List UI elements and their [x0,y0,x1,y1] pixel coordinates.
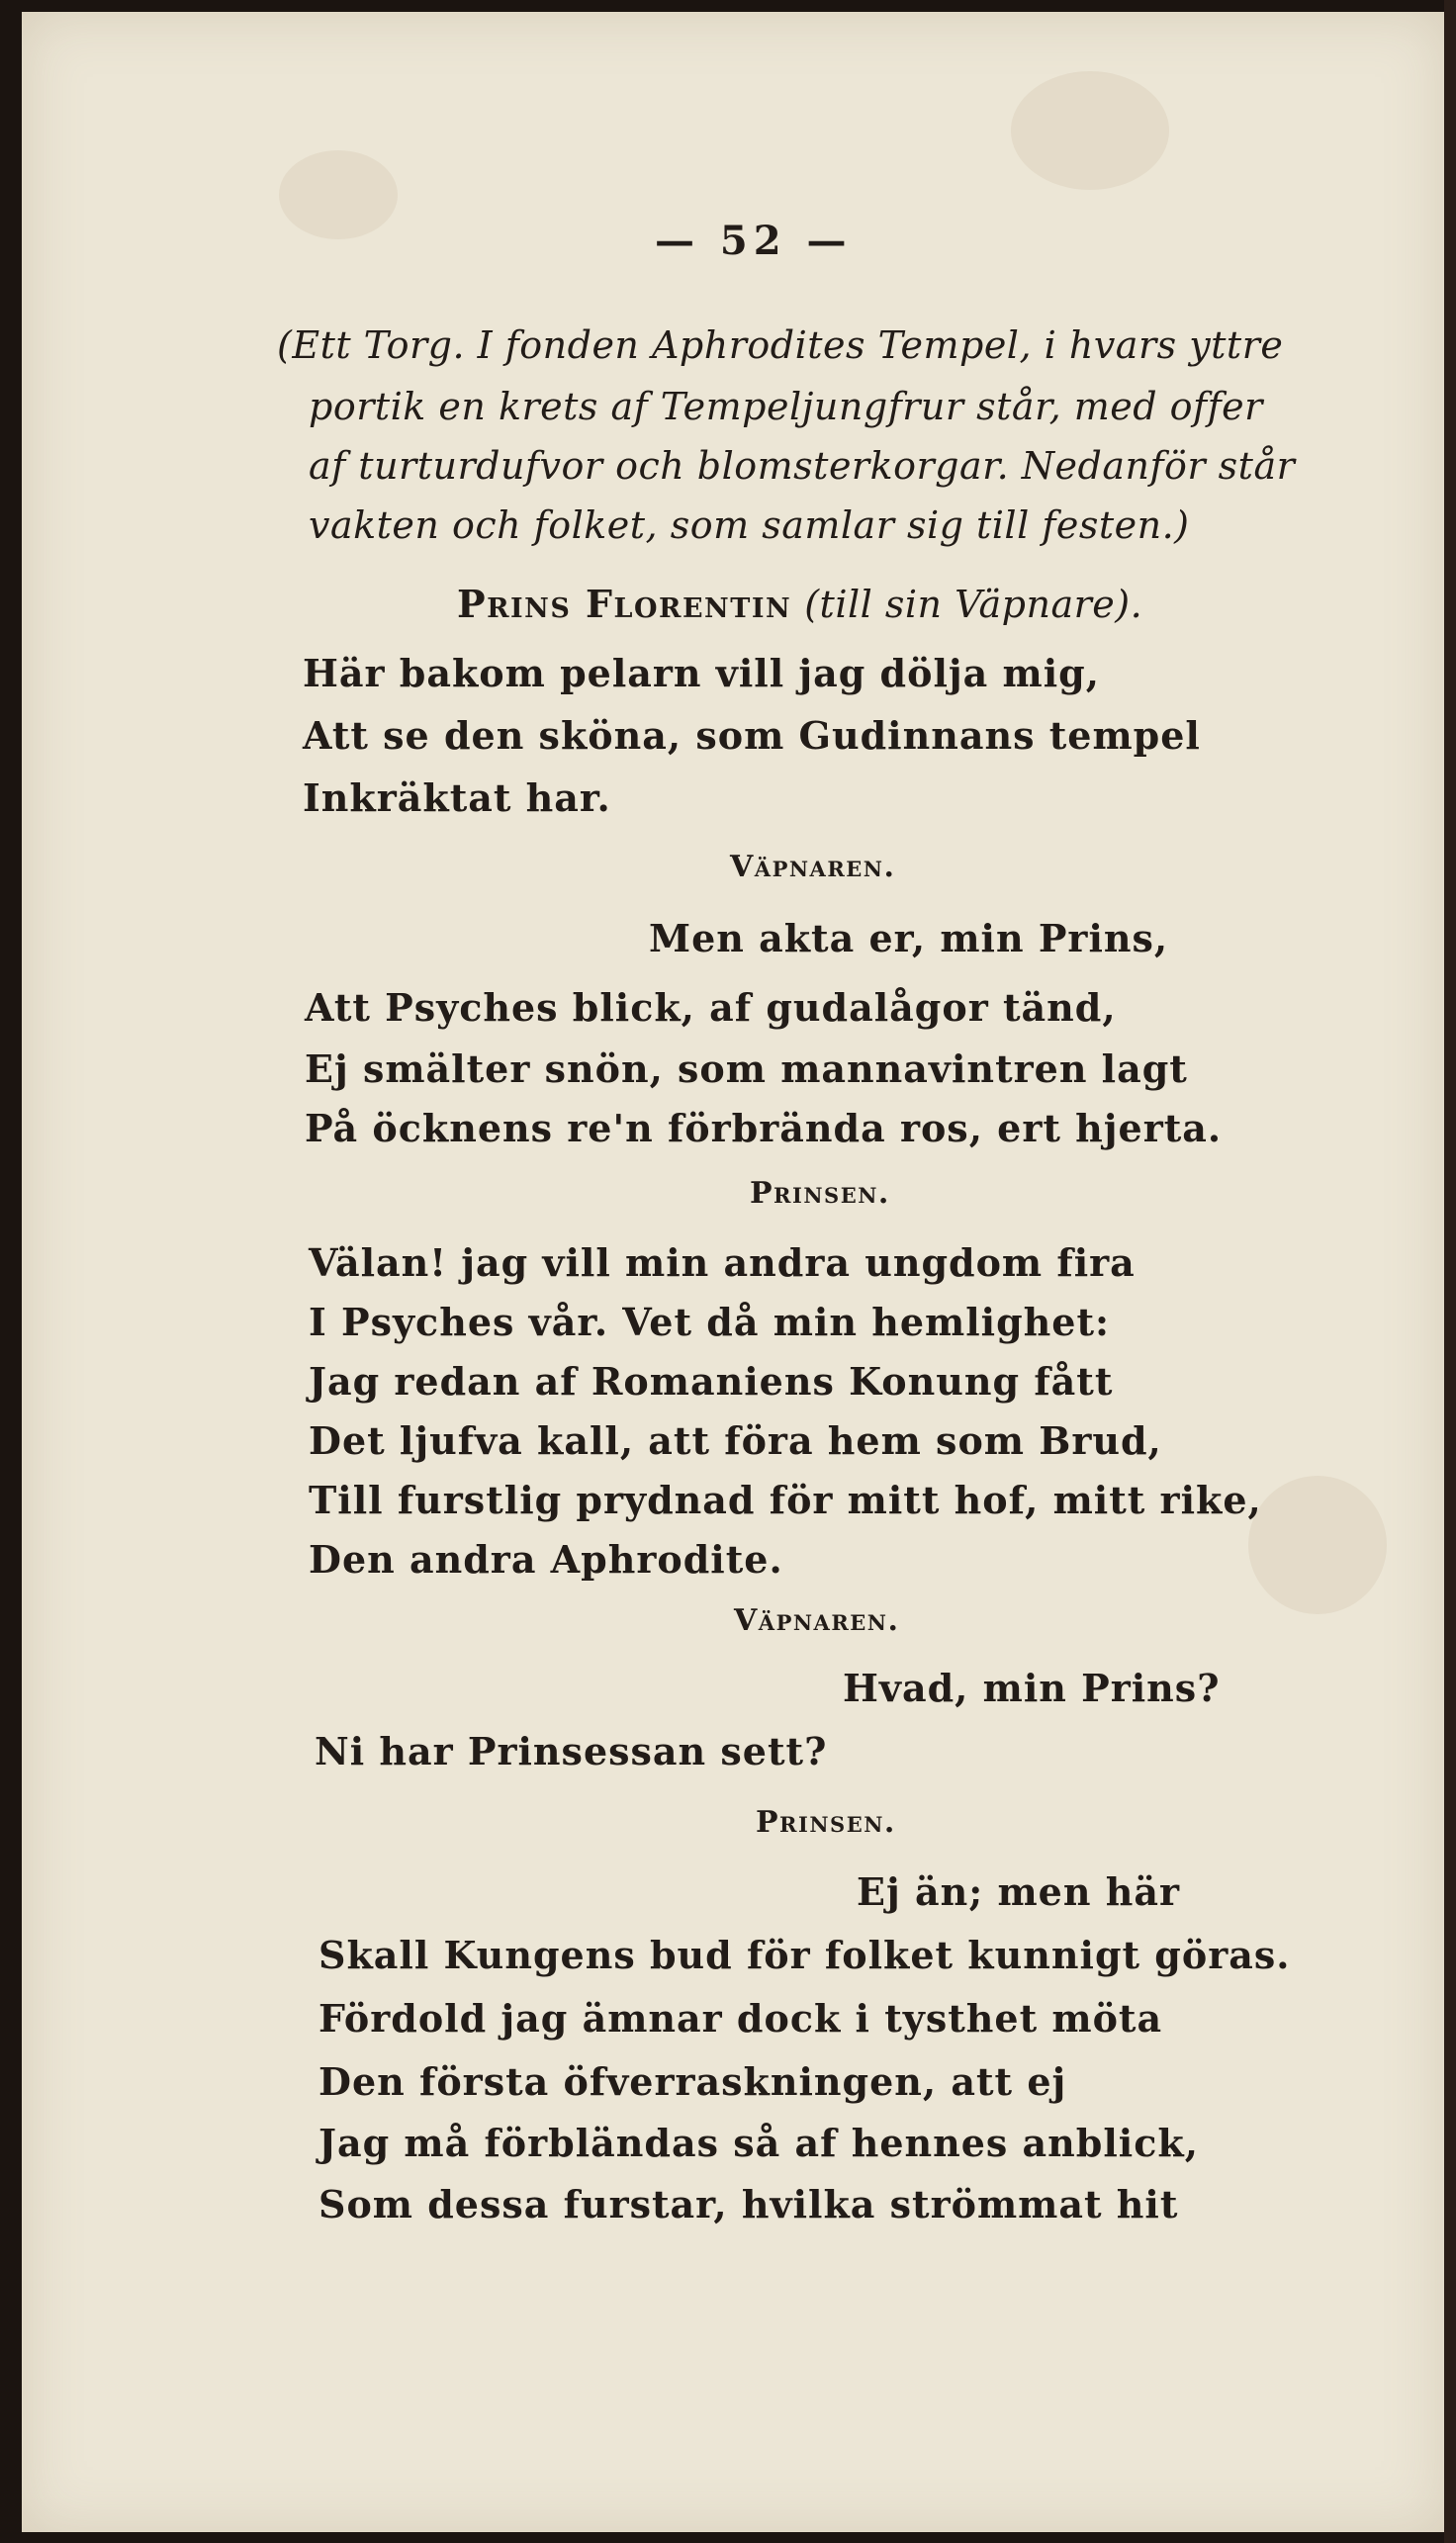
speaker-name: Väpnaren. [734,1603,900,1638]
page-number: — 52 — [655,218,853,264]
verse-line: I Psyches vår. Vet då min hemlighet: [309,1300,1111,1344]
paper-stain [1011,71,1169,190]
verse-line: Här bakom pelarn vill jag dölja mig, [303,651,1100,695]
paper-stain [1248,1476,1387,1614]
verse-line: På öcknens re'n förbrända ros, ert hjerta. [305,1106,1223,1150]
verse-line: Det ljufva kall, att föra hem som Brud, [309,1418,1162,1463]
verse-line: Fördold jag ämnar dock i tysthet möta [318,1996,1163,2041]
verse-line: Den andra Aphrodite. [309,1537,783,1582]
verse-line: Jag redan af Romaniens Konung fått [309,1359,1114,1404]
verse-line: Välan! jag vill min andra ungdom fira [309,1240,1136,1285]
verse-line: Ej än; men här [857,1869,1180,1914]
verse-line: Ni har Prinsessan sett? [315,1729,828,1773]
verse-line: Att Psyches blick, af gudalågor tänd, [305,985,1117,1030]
verse-line: Att se den sköna, som Gudinnans tempel [303,713,1201,758]
paper-stain [279,150,398,239]
speaker-name: Prinsen. [756,1805,896,1840]
verse-line: Skall Kungens bud för folket kunnigt göras. [318,1933,1291,1977]
stage-direction-line: vakten och folket, som samlar sig till festen.) [309,503,1190,547]
verse-line: Den första öfverraskningen, att ej [318,2059,1067,2104]
verse-line: Till furstlig prydnad för mitt hof, mitt rike, [309,1478,1262,1522]
speaker-name: Prins Florentin [457,582,792,626]
book-page [22,12,1446,2532]
book-binding-edge [1444,0,1456,2543]
stage-direction-line: portik en krets af Tempeljungfrur står, med offer [309,385,1263,428]
verse-line: Inkräktat har. [303,775,611,820]
stage-direction-line: af turturdufvor och blomsterkorgar. Nedanför står [309,444,1296,488]
stage-direction-line: (Ett Torg. I fonden Aphrodites Tempel, i hvars yttre [277,323,1284,367]
speaker-heading [457,582,1143,626]
verse-line: Som dessa furstar, hvilka strömmat hit [318,2182,1179,2226]
verse-line: Ej smälter snön, som mannavintren lagt [305,1046,1188,1091]
speaker-name: Prinsen. [750,1176,890,1211]
verse-line: Hvad, min Prins? [843,1666,1221,1710]
verse-line: Jag må förbländas så af hennes anblick, [318,2121,1199,2165]
speaker-name: Väpnaren. [730,850,896,884]
speaker-direction: (till sin Väpnare). [804,583,1143,626]
verse-line: Men akta er, min Prins, [649,916,1169,960]
